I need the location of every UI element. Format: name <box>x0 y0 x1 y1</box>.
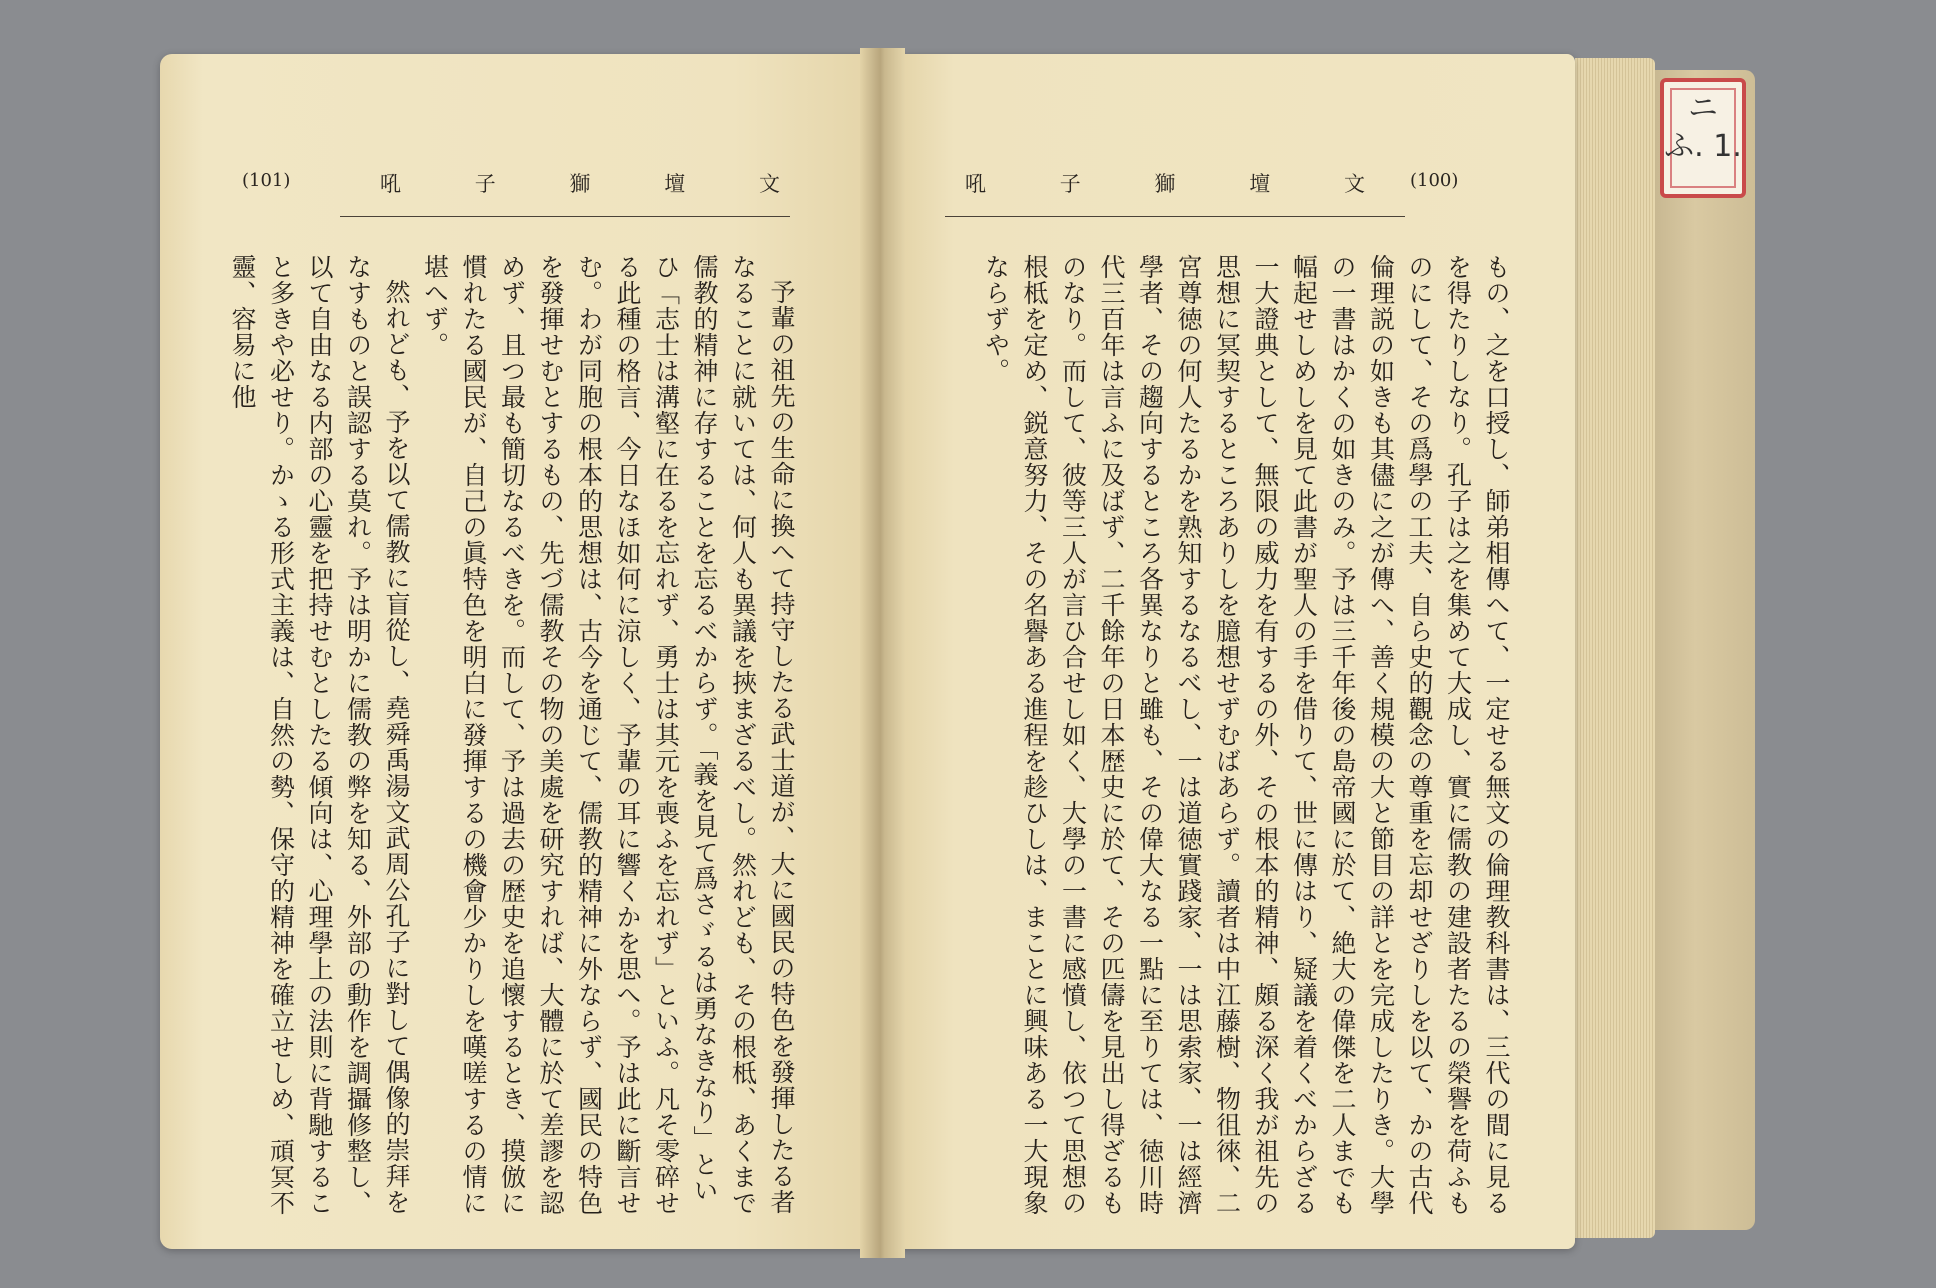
right-page-number: (100) <box>1410 170 1459 191</box>
right-page <box>885 54 1575 1249</box>
right-running-title <box>965 168 1365 198</box>
running-title-char: 文 <box>1344 172 1365 196</box>
running-title-char: 壇 <box>1249 172 1271 196</box>
open-book <box>160 40 1760 1260</box>
left-page <box>160 54 878 1249</box>
paragraph: 然れども、予を以て儒教に盲從し、堯舜禹湯文武周公孔子に對して偶像的崇拜をなすものと誤認する莫れ。予は明かに儒教の弊を知る、外部の動作を調攝修整し、以て自由なる内部の心靈を把持せむとしたる傾向は、心理學上の法則に背馳すること多きや必せり。かゝる形式主義は、自然の勢、保守的精神を確立せしめ、頑冥不靈、容易に他 <box>228 254 411 1216</box>
running-title-char: 獅 <box>1154 172 1176 196</box>
running-title-char: 子 <box>474 172 496 196</box>
running-title-char: 子 <box>1059 172 1081 196</box>
running-title-char: 吼 <box>380 172 401 196</box>
right-page-header <box>945 164 1505 204</box>
left-page-header <box>230 164 790 204</box>
spine-label-text <box>1664 90 1742 166</box>
spine-label <box>1660 78 1746 198</box>
running-title-char: 壇 <box>664 172 686 196</box>
left-body-text <box>228 254 800 1224</box>
running-title-char: 吼 <box>965 172 986 196</box>
paragraph: もの、之を口授し、師弟相傳へて、一定せる無文の倫理教科書は、三代の間に見るを得たりしなり。孔子は之を集めて大成し、實に儒教の建設者たるの榮譽を荷ふものにして、その爲學の工夫、自ら史的觀念の尊重を忘却せざりしを以て、かの古代倫理説の如きも其儘に之が傳へ、善く規模の大と節目の詳とを完成したりき。大學の一書はかくの如きのみ。予は三千年後の島帝國に於て、絶大の偉傑を二人までも幅起せしめしを見て此書が聖人の手を借りて、世に傳はり、疑議を着くべからざる一大證典として、無限の威力を有するの外、その根本的精神、頗る深く我が祖先の思想に冥契するところありしを臆想せずむばあらず。讀者は中江藤樹、物徂徠、二宮尊徳の何人たるかを熟知するなるべし、一は道徳實踐家、一は思索家、一は經濟學者、その趨向するところ各異なりと雖も、その偉大なる一點に至りては、徳川時代三百年は言ふに及ばず、二千餘年の日本歴史に於て、その匹儔を見出し得ざるものなり。而して、彼等三人が言ひ合せし如く、大學の一書に感憤し、依つて思想の根柢を定め、鋭意努力、その名譽ある進程を趁ひしは、まことに興味ある一大現象ならずや。 <box>981 254 1511 1216</box>
book-gutter <box>860 48 905 1258</box>
spine-label-line: ニ <box>1688 91 1718 126</box>
paragraph: 予輩の祖先の生命に換へて持守したる武士道が、大に國民の特色を發揮したる者なることに就いては、何人も異議を挾まざるべし。然れども、その根柢、あくまで儒教的精神に存することを忘るべからず。「義を見て爲さゞるは勇なきなり」といひ「志士は溝壑に在るを忘れず、勇士は其元を喪ふを忘れず」といふ。凡そ零碎せる此種の格言、今日なほ如何に涼しく、予輩の耳に響くかを思へ。予は此に斷言せむ。わが同胞の根本的思想は、古今を通じて、儒教的精神に外ならず、國民の特色を發揮せむとするもの、先づ儒教その物の美處を研究すれば、大體に於て差謬を認めず、且つ最も簡切なるべきを。而して、予は過去の歴史を追懷するとき、摸倣に慣れたる國民が、自己の眞特色を明白に發揮するの機會少かりしを嘆嗟するの情に堪へず。 <box>420 254 796 1216</box>
right-body-text <box>925 254 1515 1224</box>
left-page-number: (101) <box>242 170 291 191</box>
running-title-char: 獅 <box>569 172 591 196</box>
book-cover <box>1655 70 1755 1230</box>
spine-label-line: ふ. 1. <box>1664 129 1742 164</box>
left-running-title <box>380 168 780 198</box>
left-header-rule <box>340 216 790 217</box>
page-edges <box>1575 58 1655 1238</box>
running-title-char: 文 <box>759 172 780 196</box>
right-header-rule <box>945 216 1405 217</box>
